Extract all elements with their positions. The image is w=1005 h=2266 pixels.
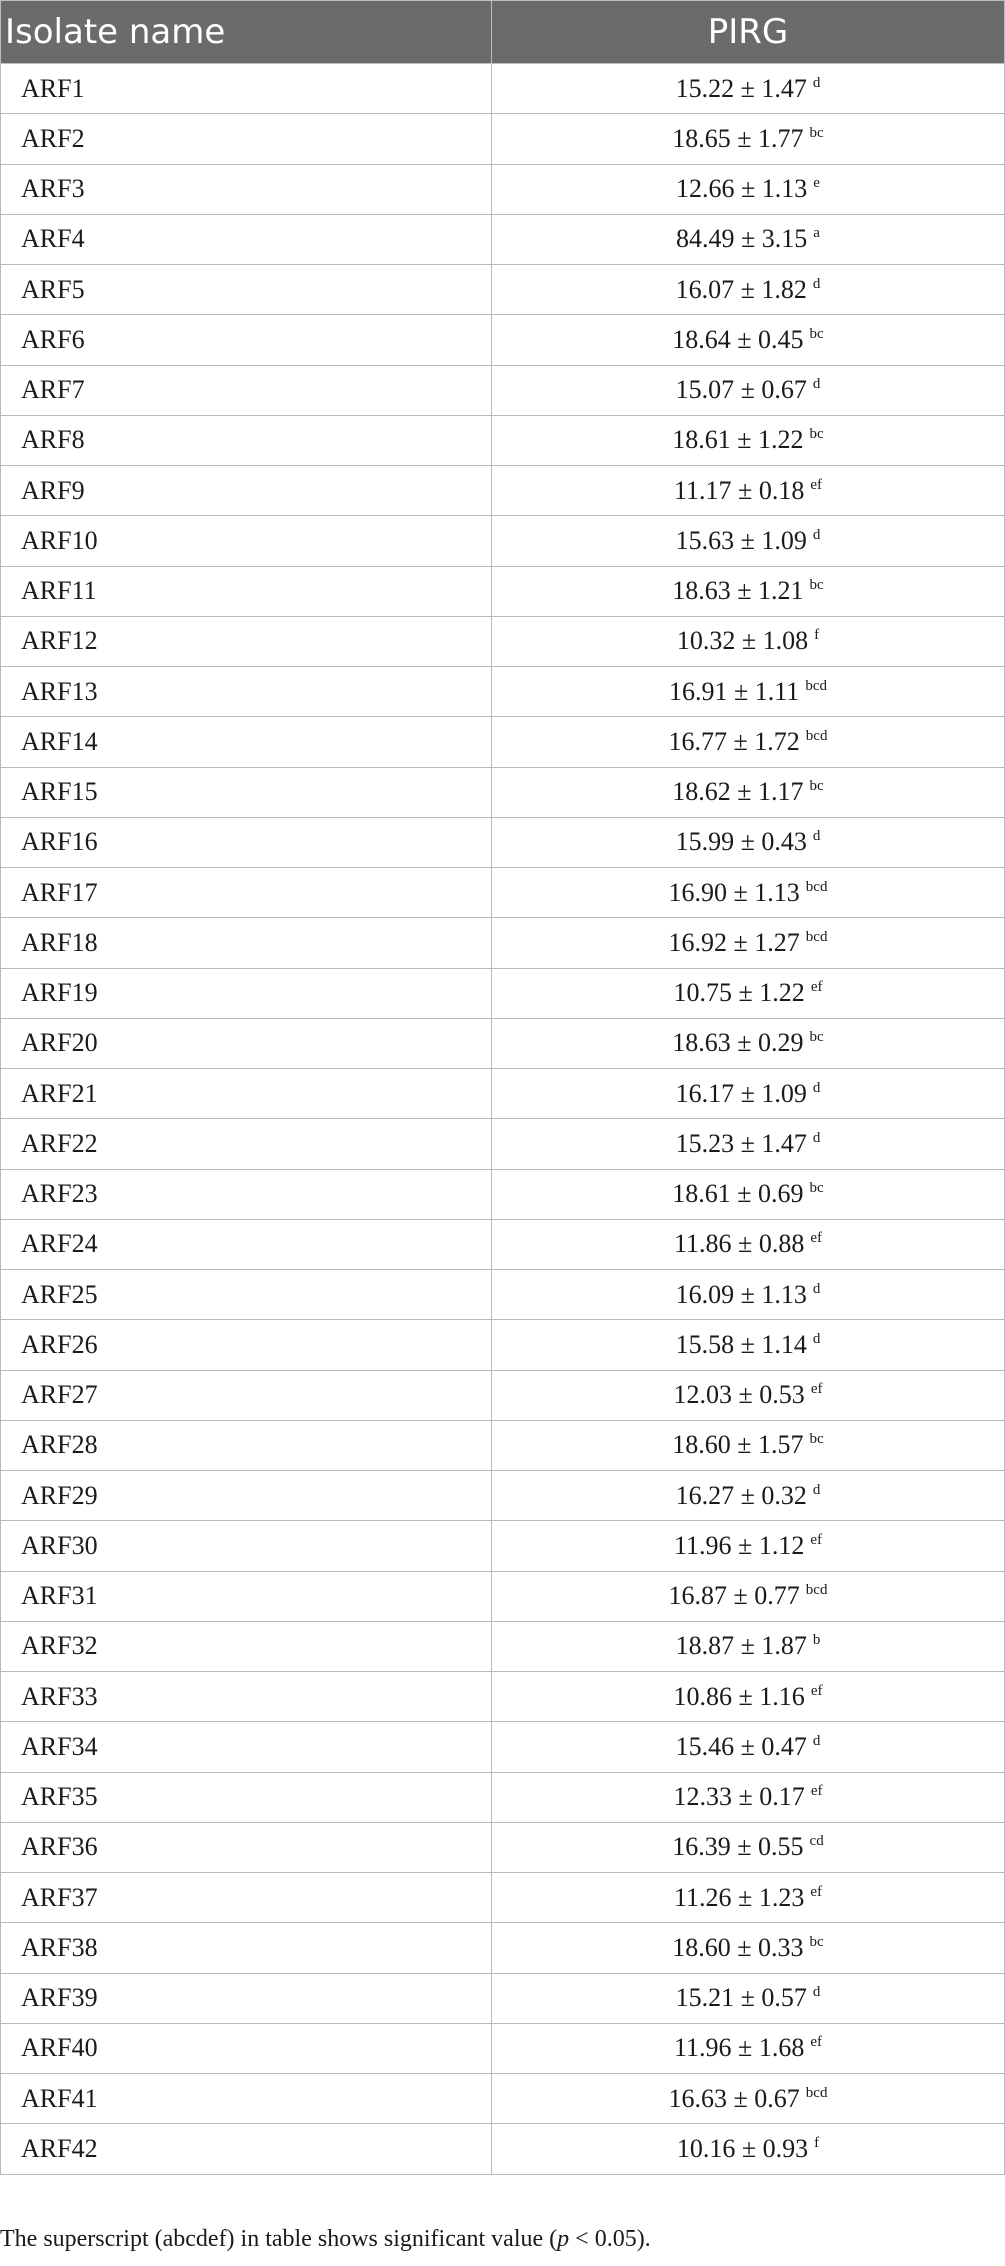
table-row [1, 1471, 1005, 1521]
pirg-value: 15.99 ± 0.43 [675, 827, 807, 857]
significance-superscript: ef [810, 979, 823, 996]
isolate-name-cell: ARF24 [1, 1219, 492, 1269]
significance-superscript: bc [809, 1431, 824, 1448]
table-row [1, 1873, 1005, 1923]
significance-superscript: b [812, 1632, 821, 1649]
pirg-value-cell [492, 566, 1005, 616]
significance-superscript: d [812, 275, 821, 292]
pirg-value: 84.49 ± 3.15 [676, 224, 808, 254]
pirg-value-cell [492, 918, 1005, 968]
pirg-value-cell [492, 1521, 1005, 1571]
pirg-value: 12.03 ± 0.53 [673, 1380, 805, 1410]
table-footnote [0, 2226, 651, 2253]
significance-superscript: f [814, 627, 820, 644]
table-row [1, 1571, 1005, 1621]
isolate-name-cell: ARF33 [1, 1672, 492, 1722]
significance-superscript: d [812, 828, 821, 845]
table-row [1, 1370, 1005, 1420]
isolate-name-cell: ARF28 [1, 1420, 492, 1470]
pirg-value: 18.62 ± 1.17 [672, 777, 804, 807]
pirg-value-cell [492, 1621, 1005, 1671]
pirg-value: 12.66 ± 1.13 [676, 174, 808, 204]
isolate-name-cell: ARF18 [1, 918, 492, 968]
pirg-value-cell [492, 1320, 1005, 1370]
pirg-value-cell [492, 1270, 1005, 1320]
significance-superscript: d [812, 376, 821, 393]
table-row [1, 516, 1005, 566]
significance-superscript: a [813, 225, 820, 242]
table-row [1, 164, 1005, 214]
table-row [1, 817, 1005, 867]
isolate-name-cell: ARF25 [1, 1270, 492, 1320]
table-row [1, 566, 1005, 616]
table-row [1, 1621, 1005, 1671]
significance-superscript: bc [809, 124, 824, 141]
isolate-name-cell: ARF5 [1, 265, 492, 315]
pirg-value-cell [492, 1420, 1005, 1470]
pirg-value: 18.65 ± 1.77 [672, 123, 804, 153]
pirg-value: 15.58 ± 1.14 [675, 1329, 807, 1359]
isolate-name-cell: ARF15 [1, 767, 492, 817]
isolate-name-cell: ARF34 [1, 1722, 492, 1772]
table-row [1, 918, 1005, 968]
pirg-value-cell [492, 968, 1005, 1018]
pirg-value-cell [492, 1219, 1005, 1269]
table-row [1, 2074, 1005, 2124]
isolate-name-cell: ARF21 [1, 1069, 492, 1119]
table-row [1, 1822, 1005, 1872]
footnote-text-before: The superscript (abcdef) in table shows significant value ( [0, 2226, 558, 2252]
isolate-name-cell: ARF35 [1, 1772, 492, 1822]
significance-superscript: ef [810, 2034, 822, 2051]
significance-superscript: d [812, 1984, 821, 2001]
header-row [1, 1, 1005, 64]
pirg-value-cell [492, 717, 1005, 767]
table-row [1, 767, 1005, 817]
isolate-name-cell: ARF8 [1, 415, 492, 465]
pirg-value: 10.75 ± 1.22 [673, 978, 805, 1008]
isolate-name-cell: ARF6 [1, 315, 492, 365]
pirg-value: 15.22 ± 1.47 [675, 73, 807, 103]
table-row [1, 1772, 1005, 1822]
table-row [1, 2124, 1005, 2174]
table-row [1, 1672, 1005, 1722]
pirg-value: 18.61 ± 1.22 [672, 425, 804, 455]
table-row [1, 365, 1005, 415]
pirg-value: 15.07 ± 0.67 [675, 375, 807, 405]
pirg-value-cell [492, 114, 1005, 164]
column-header-pirg: PIRG [492, 1, 1005, 64]
significance-superscript: bcd [805, 878, 828, 895]
isolate-name-cell: ARF39 [1, 1973, 492, 2023]
pirg-value-cell [492, 1471, 1005, 1521]
significance-superscript: bc [809, 1029, 824, 1046]
significance-superscript: ef [810, 1783, 823, 1800]
table-row [1, 1018, 1005, 1068]
table-header [1, 1, 1005, 64]
significance-superscript: f [814, 2134, 820, 2151]
pirg-value: 11.26 ± 1.23 [674, 1882, 805, 1912]
pirg-value: 16.92 ± 1.27 [668, 927, 800, 957]
pirg-value-cell [492, 667, 1005, 717]
significance-superscript: d [812, 1481, 821, 1498]
column-header-isolate-name: Isolate name [1, 1, 492, 64]
pirg-value-cell [492, 1370, 1005, 1420]
isolate-name-cell: ARF3 [1, 164, 492, 214]
table-row [1, 667, 1005, 717]
pirg-value: 16.39 ± 0.55 [672, 1832, 804, 1862]
significance-superscript: bc [809, 325, 824, 342]
significance-superscript: ef [810, 476, 822, 493]
significance-superscript: d [812, 1129, 821, 1146]
pirg-value-cell [492, 516, 1005, 566]
table-row [1, 466, 1005, 516]
pirg-value-cell [492, 1169, 1005, 1219]
table-row [1, 1069, 1005, 1119]
significance-superscript: bcd [805, 727, 828, 744]
pirg-value-cell [492, 365, 1005, 415]
pirg-value: 15.23 ± 1.47 [675, 1128, 807, 1158]
isolate-name-cell: ARF27 [1, 1370, 492, 1420]
table-row [1, 2023, 1005, 2073]
significance-superscript: d [812, 74, 821, 91]
pirg-value: 18.64 ± 0.45 [672, 324, 804, 354]
isolate-name-cell: ARF41 [1, 2074, 492, 2124]
pirg-value-cell [492, 1822, 1005, 1872]
table-row [1, 315, 1005, 365]
isolate-name-cell: ARF9 [1, 466, 492, 516]
pirg-value-cell [492, 214, 1005, 264]
table-row [1, 1219, 1005, 1269]
pirg-value-cell [492, 466, 1005, 516]
pirg-value: 18.60 ± 1.57 [672, 1430, 804, 1460]
isolate-name-cell: ARF12 [1, 616, 492, 666]
pirg-value-cell [492, 817, 1005, 867]
table-row [1, 1119, 1005, 1169]
pirg-value-cell [492, 265, 1005, 315]
significance-superscript: ef [810, 1230, 822, 1247]
footnote-text-after: < 0.05). [569, 2226, 651, 2252]
isolate-name-cell: ARF23 [1, 1169, 492, 1219]
pirg-value: 18.63 ± 0.29 [672, 1028, 804, 1058]
pirg-value: 15.21 ± 0.57 [675, 1983, 807, 2013]
pirg-value: 18.63 ± 1.21 [672, 576, 804, 606]
pirg-value: 11.86 ± 0.88 [674, 1229, 805, 1259]
pirg-value-cell [492, 1722, 1005, 1772]
table-row [1, 1320, 1005, 1370]
isolate-name-cell: ARF19 [1, 968, 492, 1018]
isolate-name-cell: ARF32 [1, 1621, 492, 1671]
isolate-name-cell: ARF17 [1, 868, 492, 918]
significance-superscript: d [812, 1732, 821, 1749]
significance-superscript: bc [809, 1180, 824, 1197]
pirg-value-cell [492, 2124, 1005, 2174]
isolate-name-cell: ARF31 [1, 1571, 492, 1621]
isolate-name-cell: ARF42 [1, 2124, 492, 2174]
significance-superscript: bcd [805, 1582, 828, 1599]
significance-superscript: ef [810, 1381, 823, 1398]
significance-superscript: d [812, 1280, 821, 1297]
pirg-value: 10.86 ± 1.16 [673, 1681, 805, 1711]
isolate-name-cell: ARF13 [1, 667, 492, 717]
isolate-name-cell: ARF30 [1, 1521, 492, 1571]
significance-superscript: cd [809, 1833, 824, 1850]
significance-superscript: bc [809, 577, 824, 594]
isolate-name-cell: ARF22 [1, 1119, 492, 1169]
isolate-name-cell: ARF37 [1, 1873, 492, 1923]
pirg-value-cell [492, 2023, 1005, 2073]
pirg-value-cell [492, 2074, 1005, 2124]
table-row [1, 114, 1005, 164]
isolate-name-cell: ARF2 [1, 114, 492, 164]
table-row [1, 415, 1005, 465]
pirg-value: 18.61 ± 0.69 [672, 1179, 804, 1209]
pirg-value: 16.17 ± 1.09 [675, 1078, 807, 1108]
pirg-value-cell [492, 1069, 1005, 1119]
significance-superscript: e [813, 175, 820, 192]
pirg-value: 10.32 ± 1.08 [676, 626, 809, 656]
pirg-value: 18.60 ± 0.33 [672, 1932, 804, 1962]
pirg-value: 16.27 ± 0.32 [675, 1480, 807, 1510]
pirg-value-cell [492, 767, 1005, 817]
isolate-name-cell: ARF38 [1, 1923, 492, 1973]
pirg-value-cell [492, 415, 1005, 465]
pirg-value-cell [492, 64, 1005, 114]
table-row [1, 1923, 1005, 1973]
isolate-name-cell: ARF4 [1, 214, 492, 264]
isolate-name-cell: ARF29 [1, 1471, 492, 1521]
pirg-value-cell [492, 1772, 1005, 1822]
table-row [1, 616, 1005, 666]
pirg-value-cell [492, 616, 1005, 666]
isolate-name-cell: ARF20 [1, 1018, 492, 1068]
significance-superscript: bcd [805, 2084, 828, 2101]
pirg-value: 11.17 ± 0.18 [674, 475, 805, 505]
pirg-value: 15.46 ± 0.47 [675, 1731, 807, 1761]
pirg-value-cell [492, 868, 1005, 918]
table-row [1, 1270, 1005, 1320]
pirg-value-cell [492, 315, 1005, 365]
pirg-value: 16.90 ± 1.13 [668, 877, 800, 907]
isolate-name-cell: ARF16 [1, 817, 492, 867]
significance-superscript: d [812, 1079, 821, 1096]
table-row [1, 214, 1005, 264]
footnote-p-symbol: p [557, 2226, 570, 2252]
pirg-value-cell [492, 164, 1005, 214]
isolate-name-cell: ARF36 [1, 1822, 492, 1872]
pirg-value-cell [492, 1672, 1005, 1722]
significance-superscript: bc [809, 426, 824, 443]
pirg-value-cell [492, 1119, 1005, 1169]
pirg-value-cell [492, 1923, 1005, 1973]
pirg-value: 11.96 ± 1.68 [674, 2033, 805, 2063]
pirg-value-cell [492, 1973, 1005, 2023]
pirg-value: 10.16 ± 0.93 [676, 2133, 809, 2163]
significance-superscript: bcd [805, 928, 828, 945]
isolate-name-cell: ARF10 [1, 516, 492, 566]
significance-superscript: bcd [805, 677, 827, 694]
table-row [1, 868, 1005, 918]
table-row [1, 265, 1005, 315]
significance-superscript: d [812, 1330, 821, 1347]
table-body [1, 64, 1005, 2175]
isolate-name-cell: ARF14 [1, 717, 492, 767]
significance-superscript: ef [810, 1883, 822, 1900]
pirg-value-cell [492, 1873, 1005, 1923]
significance-superscript: d [812, 526, 821, 543]
table-row [1, 1521, 1005, 1571]
pirg-value: 16.87 ± 0.77 [668, 1581, 800, 1611]
isolate-name-cell: ARF40 [1, 2023, 492, 2073]
isolate-name-cell: ARF7 [1, 365, 492, 415]
pirg-value: 16.07 ± 1.82 [675, 274, 807, 304]
pirg-value: 15.63 ± 1.09 [675, 525, 807, 555]
significance-superscript: bc [809, 1933, 824, 1950]
pirg-value: 16.77 ± 1.72 [668, 726, 800, 756]
pirg-value: 18.87 ± 1.87 [675, 1631, 807, 1661]
significance-superscript: bc [809, 778, 824, 795]
table-row [1, 64, 1005, 114]
isolate-name-cell: ARF1 [1, 64, 492, 114]
table-row [1, 1973, 1005, 2023]
pirg-value: 11.96 ± 1.12 [674, 1530, 805, 1560]
isolate-name-cell: ARF26 [1, 1320, 492, 1370]
isolate-name-cell: ARF11 [1, 566, 492, 616]
pirg-value: 12.33 ± 0.17 [673, 1782, 805, 1812]
table-row [1, 1722, 1005, 1772]
table-row [1, 968, 1005, 1018]
pirg-value-cell [492, 1018, 1005, 1068]
pirg-value: 16.09 ± 1.13 [675, 1279, 807, 1309]
table-row [1, 717, 1005, 767]
significance-superscript: ef [810, 1682, 823, 1699]
pirg-value: 16.91 ± 1.11 [669, 676, 800, 706]
pirg-value-cell [492, 1571, 1005, 1621]
table-row [1, 1420, 1005, 1470]
pirg-value: 16.63 ± 0.67 [668, 2083, 800, 2113]
table-row [1, 1169, 1005, 1219]
significance-superscript: ef [810, 1531, 822, 1548]
